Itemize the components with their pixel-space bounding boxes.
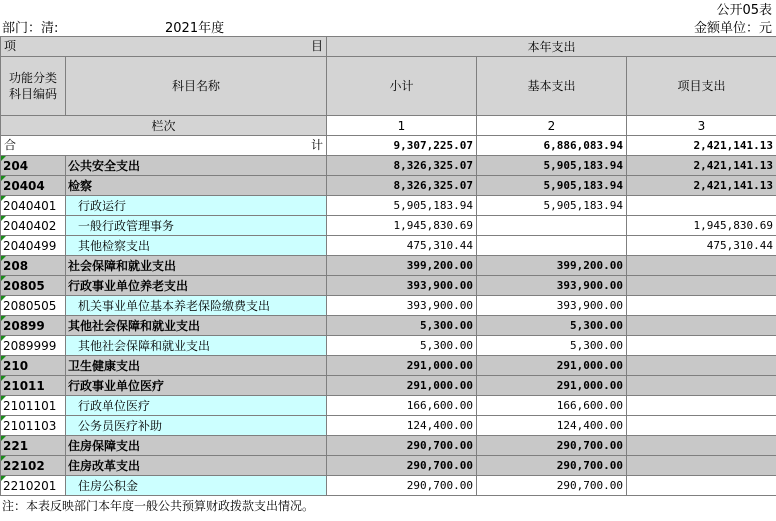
row-basic: 393,900.00 (477, 296, 627, 316)
row-subject-name: 公务员医疗补助 (66, 416, 327, 436)
row-subject-name: 社会保障和就业支出 (66, 256, 327, 276)
row-code: 2040402 (1, 216, 66, 236)
row-project: 2,421,141.13 (627, 176, 776, 196)
row-project (627, 456, 776, 476)
row-subtotal: 393,900.00 (327, 276, 477, 296)
total-label (1, 136, 327, 156)
row-subtotal: 291,000.00 (327, 356, 477, 376)
row-subtotal: 290,700.00 (327, 476, 477, 496)
row-subtotal: 5,300.00 (327, 316, 477, 336)
column-index-1: 1 (327, 116, 477, 136)
row-basic: 5,300.00 (477, 316, 627, 336)
table-row (1, 196, 776, 216)
header-row-1 (1, 37, 776, 57)
row-subject-name: 其他社会保障和就业支出 (66, 336, 327, 356)
table-row (1, 476, 776, 496)
row-project (627, 276, 776, 296)
item-header-left: 项 (4, 39, 17, 53)
project-expense-header: 项目支出 (627, 57, 776, 116)
row-subject-name: 检察 (66, 176, 327, 196)
row-code: 204 (1, 156, 66, 176)
table-row (1, 216, 776, 236)
row-code: 2040499 (1, 236, 66, 256)
subject-name-header: 科目名称 (66, 57, 327, 116)
row-subject-name: 机关事业单位基本养老保险缴费支出 (66, 296, 327, 316)
row-project: 1,945,830.69 (627, 216, 776, 236)
row-subtotal: 290,700.00 (327, 456, 477, 476)
row-code: 2080505 (1, 296, 66, 316)
total-subtotal: 9,307,225.07 (327, 136, 477, 156)
table-row (1, 236, 776, 256)
table-row (1, 376, 776, 396)
row-basic: 5,905,183.94 (477, 196, 627, 216)
table-row (1, 456, 776, 476)
row-subtotal: 8,326,325.07 (327, 156, 477, 176)
column-index-row (1, 116, 776, 136)
table-row (1, 396, 776, 416)
department-label: 部门：清: (2, 21, 59, 36)
basic-expense-header: 基本支出 (477, 57, 627, 116)
row-project (627, 356, 776, 376)
footnote: 注：本表反映部门本年度一般公共预算财政拨款支出情况。 (2, 499, 315, 513)
column-index-3: 3 (627, 116, 776, 136)
row-basic: 291,000.00 (477, 376, 627, 396)
row-subtotal: 1,945,830.69 (327, 216, 477, 236)
table-row (1, 416, 776, 436)
row-code: 20805 (1, 276, 66, 296)
row-subject-name: 住房公积金 (66, 476, 327, 496)
row-basic: 393,900.00 (477, 276, 627, 296)
row-project (627, 296, 776, 316)
row-code: 20404 (1, 176, 66, 196)
row-subtotal: 5,300.00 (327, 336, 477, 356)
table-row (1, 316, 776, 336)
header-row-2 (1, 57, 776, 116)
row-subject-name: 其他社会保障和就业支出 (66, 316, 327, 336)
row-basic: 291,000.00 (477, 356, 627, 376)
table-row (1, 356, 776, 376)
row-code: 2101103 (1, 416, 66, 436)
row-project: 475,310.44 (627, 236, 776, 256)
table-row (1, 296, 776, 316)
column-index-label: 栏次 (1, 116, 327, 136)
row-code: 2089999 (1, 336, 66, 356)
table-row (1, 156, 776, 176)
row-basic (477, 216, 627, 236)
annual-expense-header: 本年支出 (327, 37, 776, 57)
row-code: 208 (1, 256, 66, 276)
row-basic (477, 236, 627, 256)
row-subject-name: 住房改革支出 (66, 456, 327, 476)
row-project (627, 336, 776, 356)
row-subject-name: 公共安全支出 (66, 156, 327, 176)
table-row (1, 176, 776, 196)
row-code: 210 (1, 356, 66, 376)
row-subtotal: 393,900.00 (327, 296, 477, 316)
row-code: 22102 (1, 456, 66, 476)
row-subtotal: 290,700.00 (327, 436, 477, 456)
row-code: 2101101 (1, 396, 66, 416)
row-project (627, 416, 776, 436)
row-subtotal: 475,310.44 (327, 236, 477, 256)
row-subject-name: 其他检察支出 (66, 236, 327, 256)
row-project (627, 476, 776, 496)
row-code: 221 (1, 436, 66, 456)
table-row (1, 256, 776, 276)
row-subtotal: 8,326,325.07 (327, 176, 477, 196)
row-project (627, 196, 776, 216)
row-subject-name: 行政单位医疗 (66, 396, 327, 416)
subtotal-header: 小计 (327, 57, 477, 116)
row-subtotal: 291,000.00 (327, 376, 477, 396)
row-project (627, 376, 776, 396)
row-subject-name: 行政事业单位养老支出 (66, 276, 327, 296)
row-basic: 5,905,183.94 (477, 156, 627, 176)
row-project (627, 256, 776, 276)
row-basic: 290,700.00 (477, 476, 627, 496)
row-basic: 290,700.00 (477, 436, 627, 456)
row-subtotal: 124,400.00 (327, 416, 477, 436)
table-row (1, 436, 776, 456)
row-subtotal: 166,600.00 (327, 396, 477, 416)
row-subject-name: 行政事业单位医疗 (66, 376, 327, 396)
report-code: 公开05表 (716, 3, 772, 18)
row-basic: 166,600.00 (477, 396, 627, 416)
total-project: 2,421,141.13 (627, 136, 776, 156)
unit-label: 金额单位：元 (693, 21, 772, 36)
row-project (627, 396, 776, 416)
row-project: 2,421,141.13 (627, 156, 776, 176)
row-subject-name: 行政运行 (66, 196, 327, 216)
row-subject-name: 住房保障支出 (66, 436, 327, 456)
row-subtotal: 399,200.00 (327, 256, 477, 276)
item-header-right: 目 (310, 39, 323, 53)
row-basic: 290,700.00 (477, 456, 627, 476)
row-code: 20899 (1, 316, 66, 336)
row-subtotal: 5,905,183.94 (327, 196, 477, 216)
column-index-2: 2 (477, 116, 627, 136)
row-project (627, 436, 776, 456)
year-label: 2021年度 (165, 21, 225, 36)
row-basic: 5,300.00 (477, 336, 627, 356)
table-row (1, 336, 776, 356)
row-subject-name: 一般行政管理事务 (66, 216, 327, 236)
expenditure-table (0, 36, 776, 496)
table-row (1, 276, 776, 296)
total-label-left: 合 (4, 138, 17, 152)
row-code: 2040401 (1, 196, 66, 216)
row-basic: 124,400.00 (477, 416, 627, 436)
item-header (1, 37, 327, 57)
row-code: 2210201 (1, 476, 66, 496)
total-row (1, 136, 776, 156)
row-code: 21011 (1, 376, 66, 396)
row-project (627, 316, 776, 336)
row-basic: 399,200.00 (477, 256, 627, 276)
total-basic: 6,886,083.94 (477, 136, 627, 156)
total-label-right: 计 (310, 138, 323, 152)
func-code-header: 功能分类 科目编码 (1, 57, 66, 116)
row-subject-name: 卫生健康支出 (66, 356, 327, 376)
row-basic: 5,905,183.94 (477, 176, 627, 196)
